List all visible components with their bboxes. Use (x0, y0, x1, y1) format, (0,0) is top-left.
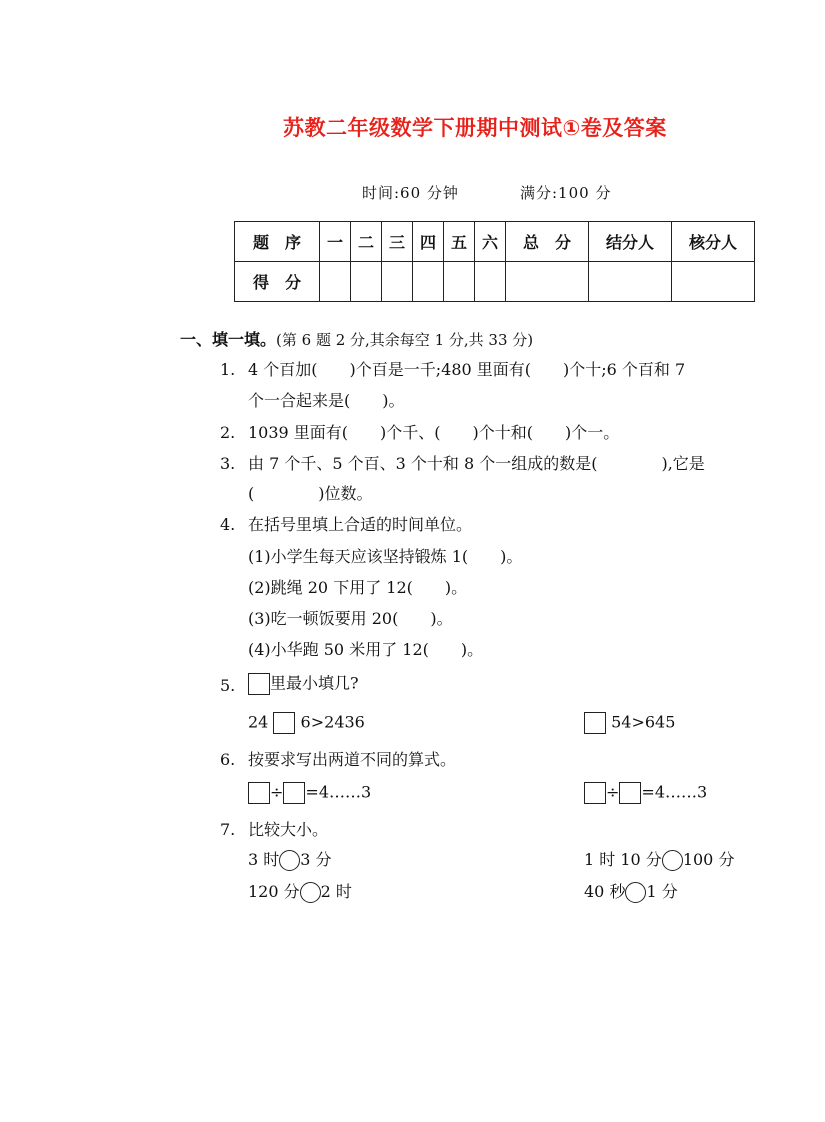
q4-item-4: (4)小华跑 50 米用了 12( )。 (248, 640, 484, 659)
compare-left: 1 时 10 分 (584, 850, 662, 869)
compare-right: 2 时 (320, 882, 352, 901)
q4-item-3: (3)吃一顿饭要用 20( )。 (248, 609, 453, 628)
compare-left: 3 时 (248, 850, 280, 869)
compare-right: 1 分 (646, 882, 678, 901)
q1-line2: 个一合起来是( )。 (248, 391, 405, 410)
q7-compare-1 (248, 850, 332, 871)
score-header-cell: 核分人 (672, 222, 755, 262)
score-cell[interactable] (320, 262, 351, 302)
q2-text: 1039 里面有( )个千、( )个十和( )个一。 (248, 423, 620, 442)
q5-number: 5. (220, 676, 236, 695)
q5-a-suffix: 6>2436 (300, 712, 365, 732)
blank-box[interactable] (273, 712, 295, 734)
score-row-label: 得 分 (235, 262, 320, 302)
q1-number: 1. (220, 360, 236, 379)
page-title: 苏教二年级数学下册期中测试①卷及答案 (283, 116, 667, 140)
q6-text: 按要求写出两道不同的算式。 (248, 750, 457, 769)
q6-number: 6. (220, 750, 236, 769)
compare-left: 120 分 (248, 882, 300, 901)
score-header-cell: 一 (320, 222, 351, 262)
score-cell[interactable] (475, 262, 506, 302)
compare-circle[interactable] (279, 850, 300, 871)
score-cell[interactable] (589, 262, 672, 302)
q3-line1: 由 7 个千、5 个百、3 个十和 8 个一组成的数是( ),它是 (248, 454, 705, 473)
q7-compare-4 (584, 882, 678, 903)
q7-text: 比较大小。 (248, 820, 329, 839)
q3-line2: ( )位数。 (248, 484, 373, 503)
equation-result: =4……3 (641, 782, 708, 802)
q7-compare-2 (584, 850, 734, 871)
q5-item-b (584, 712, 675, 734)
q4-text: 在括号里填上合适的时间单位。 (248, 515, 473, 534)
q5-text: 里最小填几? (270, 673, 359, 693)
q5-item-a (248, 712, 365, 734)
divide-sign: ÷ (606, 782, 620, 802)
blank-box[interactable] (248, 673, 270, 695)
score-table-score-row (235, 262, 755, 302)
score-header-cell: 二 (351, 222, 382, 262)
q7-number: 7. (220, 820, 236, 839)
equation-result: =4……3 (305, 782, 372, 802)
q6-equation-a (248, 782, 371, 804)
score-cell[interactable] (672, 262, 755, 302)
q4-number: 4. (220, 515, 236, 534)
exam-full-score: 满分:100 分 (520, 184, 612, 202)
section-note: (第 6 题 2 分,其余每空 1 分,共 33 分) (276, 331, 534, 349)
q4-item-2: (2)跳绳 20 下用了 12( )。 (248, 578, 468, 597)
score-header-cell: 结分人 (589, 222, 672, 262)
compare-right: 100 分 (682, 850, 735, 869)
score-table-header-row (235, 222, 755, 262)
divide-sign: ÷ (270, 782, 284, 802)
score-header-cell: 六 (475, 222, 506, 262)
compare-left: 40 秒 (584, 882, 626, 901)
score-header-cell: 四 (413, 222, 444, 262)
score-cell[interactable] (351, 262, 382, 302)
q5-b-suffix: 54>645 (611, 712, 676, 732)
score-cell[interactable] (444, 262, 475, 302)
q4-item-1: (1)小学生每天应该坚持锻炼 1( )。 (248, 547, 523, 566)
exam-time: 时间:60 分钟 (362, 184, 459, 202)
score-table (234, 221, 755, 302)
compare-right: 3 分 (300, 850, 332, 869)
score-cell[interactable] (506, 262, 589, 302)
score-header-cell: 三 (382, 222, 413, 262)
compare-circle[interactable] (300, 882, 321, 903)
score-header-cell: 题 序 (235, 222, 320, 262)
section-heading (180, 327, 533, 350)
q3-number: 3. (220, 454, 236, 473)
blank-box[interactable] (283, 782, 305, 804)
blank-box[interactable] (584, 782, 606, 804)
score-cell[interactable] (413, 262, 444, 302)
q5-a-prefix: 24 (248, 712, 269, 732)
q1-line1: 4 个百加( )个百是一千;480 里面有( )个十;6 个百和 7 (248, 360, 686, 379)
blank-box[interactable] (248, 782, 270, 804)
score-cell[interactable] (382, 262, 413, 302)
section-title: 一、填一填。 (180, 330, 277, 349)
compare-circle[interactable] (662, 850, 683, 871)
score-header-cell: 五 (444, 222, 475, 262)
q7-compare-3 (248, 882, 352, 903)
q2-number: 2. (220, 423, 236, 442)
blank-box[interactable] (584, 712, 606, 734)
score-header-cell: 总 分 (506, 222, 589, 262)
q6-equation-b (584, 782, 707, 804)
compare-circle[interactable] (625, 882, 646, 903)
blank-box[interactable] (619, 782, 641, 804)
q5-line (248, 673, 359, 695)
